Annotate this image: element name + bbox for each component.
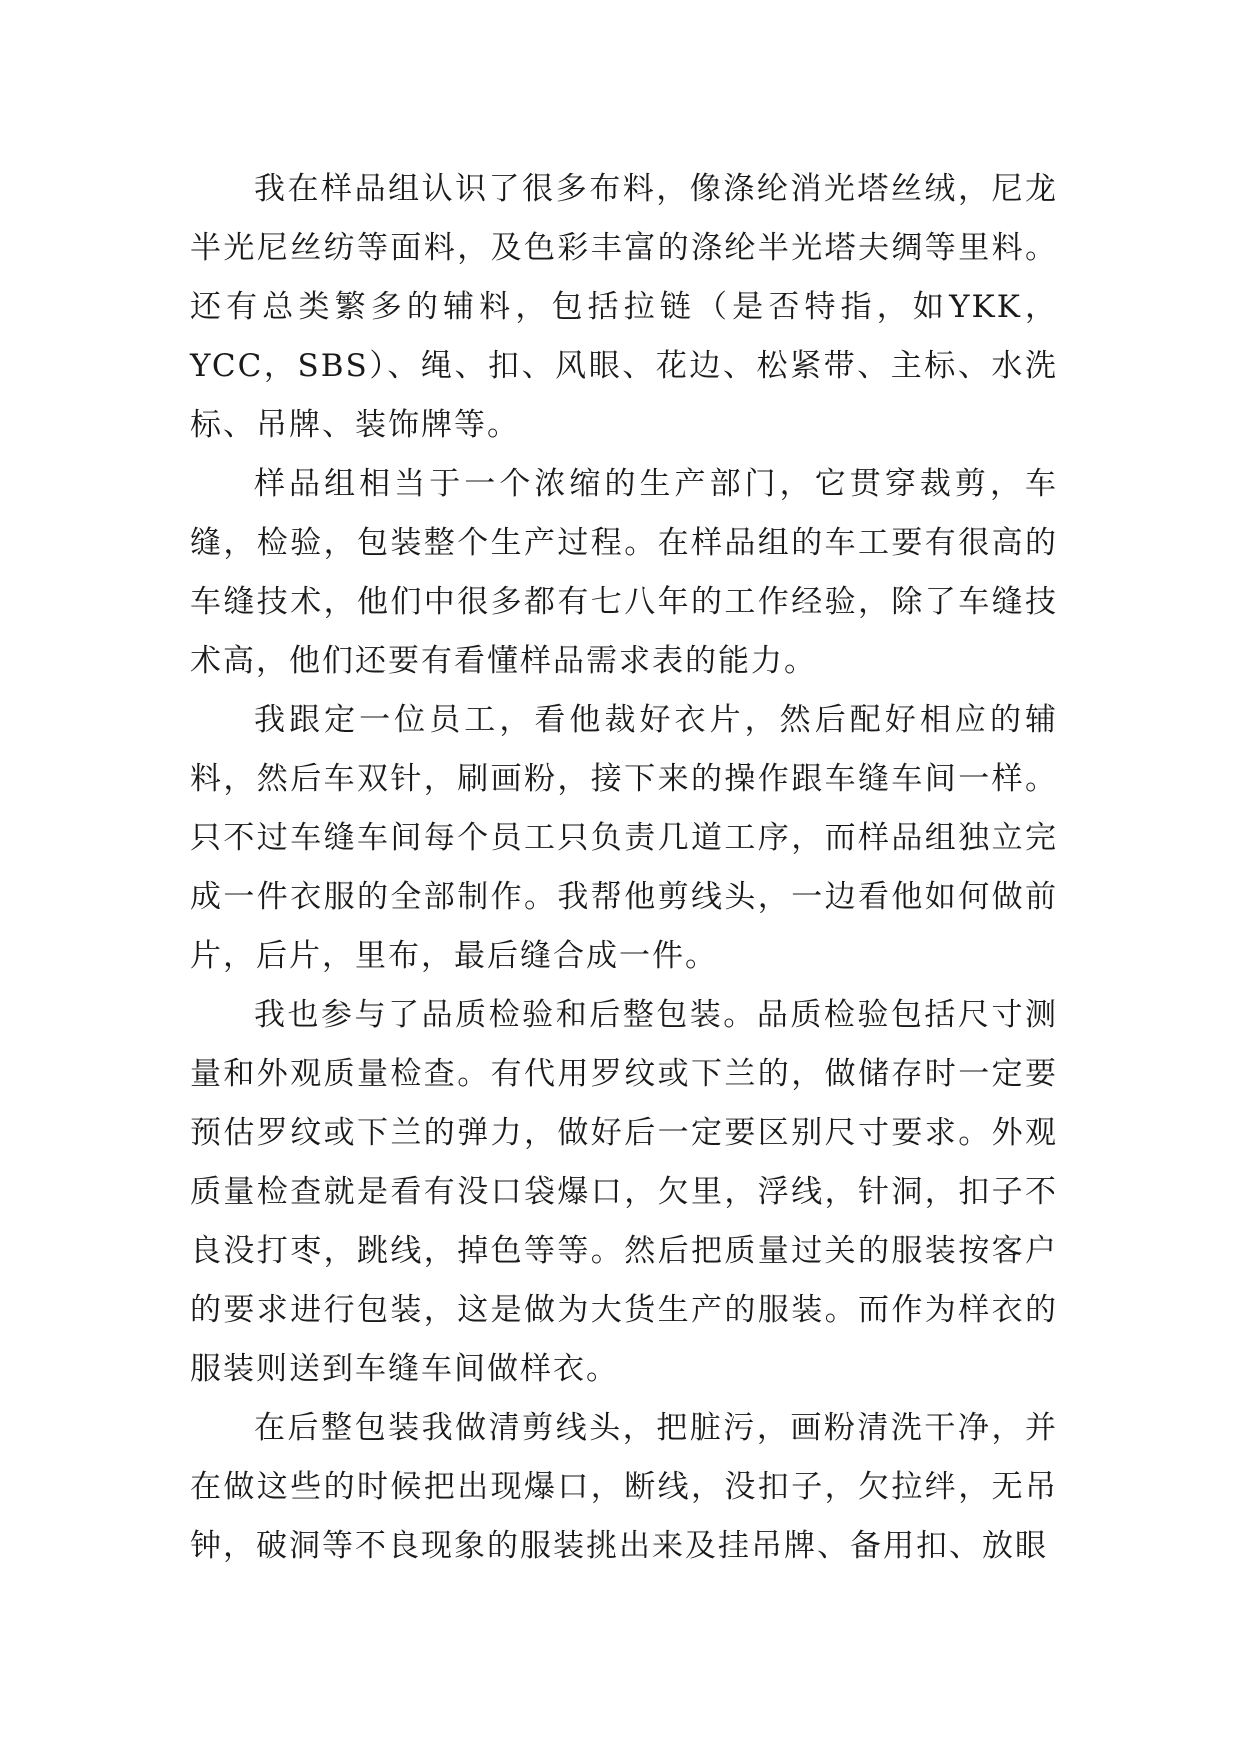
paragraph-quality-inspection: 我也参与了品质检验和后整包装。品质检验包括尺寸测量和外观质量检查。有代用罗纹或下兰的，做储存时一定要预估罗纹或下兰的弹力，做好后一定要区别尺寸要求。外观质量检查就是看有没口袋爆口，欠里，浮线，针洞，扣子不良没打枣，跳线，掉色等等。然后把质量过关的服装按客户的要求进行包装，这是做为大货生产的服装。而作为样衣的服装则送到车缝车间做样衣。 xyxy=(190,997,1058,1387)
paragraph-following-worker: 我跟定一位员工，看他裁好衣片，然后配好相应的辅料，然后车双针，刷画粉，接下来的操作跟车缝车间一样。只不过车缝车间每个员工只负责几道工序，而样品组独立完成一件衣服的全部制作。我帮他剪线头，一边看他如何做前片，后片，里布，最后缝合成一件。 xyxy=(190,702,1058,974)
paragraph-sample-group: 样品组相当于一个浓缩的生产部门，它贯穿裁剪，车缝，检验，包装整个生产过程。在样品组的车工要有很高的车缝技术，他们中很多都有七八年的工作经验，除了车缝技术高，他们还要有看懂样品需求表的能力。 xyxy=(190,466,1058,679)
paragraph-fabrics: 我在样品组认识了很多布料，像涤纶消光塔丝绒，尼龙半光尼丝纺等面料，及色彩丰富的涤纶半光塔夫绸等里料。还有总类繁多的辅料，包括拉链（是否特指，如YKK，YCC，SBS）、绳、扣、风眼、花边、松紧带、主标、水洗标、吊牌、装饰牌等。 xyxy=(190,171,1058,443)
document-body xyxy=(190,160,1058,1576)
paragraph-post-packaging: 在后整包装我做清剪线头，把脏污，画粉清洗干净，并在做这些的时候把出现爆口，断线，没扣子，欠拉绊，无吊钟，破洞等不良现象的服装挑出来及挂吊牌、备用扣、放眼 xyxy=(190,1410,1058,1564)
